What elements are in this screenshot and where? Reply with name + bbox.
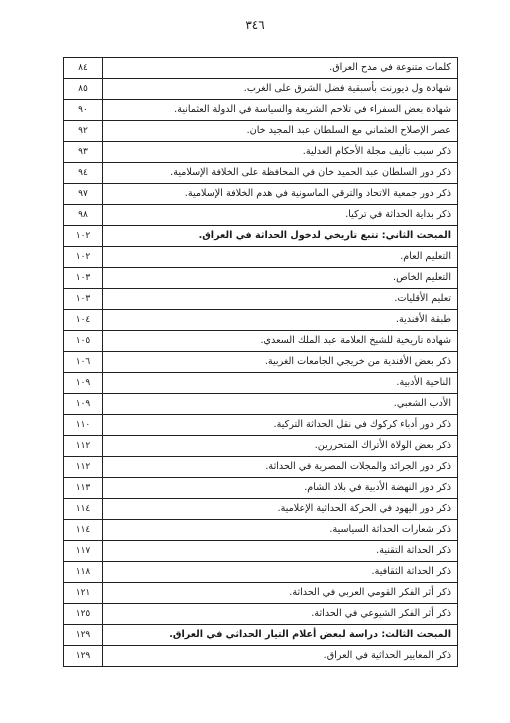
entry-title: ذكر بداية الحداثة في تركيا. bbox=[103, 205, 458, 226]
entry-page-number: ١٠٣ bbox=[64, 289, 103, 310]
entry-page-number: ٨٤ bbox=[64, 58, 103, 79]
entry-page-number: ١١٢ bbox=[64, 457, 103, 478]
entry-title: ذكر دور النهضة الأدبية في بلاد الشام. bbox=[103, 478, 458, 499]
entry-page-number: ١٠٢ bbox=[64, 226, 103, 247]
entry-page-number: ١١٤ bbox=[64, 499, 103, 520]
entry-page-number: ١٠٩ bbox=[64, 394, 103, 415]
entry-title: شهادة تاريخية للشيخ العلامة عبد الملك السعدي. bbox=[103, 331, 458, 352]
entry-title: ذكر المعايير الحداثية في العراق. bbox=[103, 646, 458, 667]
entry-page-number: ١٠٢ bbox=[64, 247, 103, 268]
entry-title: المبحث الثالث: دراسة لبعض أعلام التيار الحداثي في العراق. bbox=[103, 625, 458, 646]
table-row bbox=[64, 457, 458, 478]
table-row bbox=[64, 310, 458, 331]
entry-title: التعليم العام. bbox=[103, 247, 458, 268]
table-row bbox=[64, 205, 458, 226]
entry-page-number: ١١٧ bbox=[64, 541, 103, 562]
entry-page-number: ٩٨ bbox=[64, 205, 103, 226]
table-row bbox=[64, 268, 458, 289]
table-row bbox=[64, 289, 458, 310]
entry-title: التعليم الخاص. bbox=[103, 268, 458, 289]
table-row bbox=[64, 247, 458, 268]
entry-page-number: ١١٠ bbox=[64, 415, 103, 436]
table-row bbox=[64, 184, 458, 205]
entry-page-number: ٩٤ bbox=[64, 163, 103, 184]
table-row bbox=[64, 646, 458, 667]
entry-title: ذكر شعارات الحداثة السياسية. bbox=[103, 520, 458, 541]
table-row bbox=[64, 499, 458, 520]
table-row bbox=[64, 541, 458, 562]
entry-page-number: ١٢١ bbox=[64, 583, 103, 604]
entry-title: الأدب الشعبي. bbox=[103, 394, 458, 415]
table-row bbox=[64, 121, 458, 142]
entry-title: تعليم الأقليات. bbox=[103, 289, 458, 310]
entry-title: طبقة الأفندية. bbox=[103, 310, 458, 331]
entry-page-number: ١٠٩ bbox=[64, 373, 103, 394]
entry-page-number: ١١٢ bbox=[64, 436, 103, 457]
entry-page-number: ١١٣ bbox=[64, 478, 103, 499]
entry-page-number: ١٠٣ bbox=[64, 268, 103, 289]
table-row bbox=[64, 394, 458, 415]
table-row-section-heading bbox=[64, 625, 458, 646]
entry-title: ذكر أثر الفكر القومي العربي في الحداثة. bbox=[103, 583, 458, 604]
entry-page-number: ٩٣ bbox=[64, 142, 103, 163]
entry-title: شهادة ول ديورنت بأسبقية فضل الشرق على الغرب. bbox=[103, 79, 458, 100]
table-row bbox=[64, 583, 458, 604]
entry-page-number: ١١٤ bbox=[64, 520, 103, 541]
entry-title: ذكر دور اليهود في الحركة الحداثية الإعلامية. bbox=[103, 499, 458, 520]
table-row bbox=[64, 436, 458, 457]
entry-title: ذكر دور جمعية الاتحاد والترقي الماسونية في هدم الخلافة الإسلامية. bbox=[103, 184, 458, 205]
entry-title: ذكر بعض الأفندية من خريجي الجامعات الغربية. bbox=[103, 352, 458, 373]
entry-title: ذكر دور السلطان عبد الحميد خان في المحافظة على الخلافة الإسلامية. bbox=[103, 163, 458, 184]
entry-page-number: ١٢٥ bbox=[64, 604, 103, 625]
table-row bbox=[64, 520, 458, 541]
entry-title: ذكر سبب تأليف مجلة الأحكام العدلية. bbox=[103, 142, 458, 163]
table-row bbox=[64, 79, 458, 100]
entry-page-number: ١٠٥ bbox=[64, 331, 103, 352]
table-row bbox=[64, 604, 458, 625]
entry-title: ذكر الحداثة التقنية. bbox=[103, 541, 458, 562]
entry-page-number: ٩٧ bbox=[64, 184, 103, 205]
page-number: ٣٤٦ bbox=[245, 18, 265, 32]
table-row bbox=[64, 478, 458, 499]
entry-page-number: ١٢٩ bbox=[64, 625, 103, 646]
table-row bbox=[64, 373, 458, 394]
entry-page-number: ١١٨ bbox=[64, 562, 103, 583]
table-row bbox=[64, 58, 458, 79]
table-row bbox=[64, 352, 458, 373]
entry-title: الناحية الأدبية. bbox=[103, 373, 458, 394]
entry-title: كلمات متنوعة في مدح العراق. bbox=[103, 58, 458, 79]
entry-page-number: ١٠٤ bbox=[64, 310, 103, 331]
entry-title: شهادة بعض السفراء في تلاحم الشريعة والسياسة في الدولة العثمانية. bbox=[103, 100, 458, 121]
table-row-section-heading bbox=[64, 226, 458, 247]
table-row bbox=[64, 415, 458, 436]
entry-title: المبحث الثاني: تتبع تاريخي لدخول الحداثة في العراق. bbox=[103, 226, 458, 247]
table-of-contents bbox=[63, 57, 458, 667]
entry-page-number: ٩٢ bbox=[64, 121, 103, 142]
entry-title: ذكر أثر الفكر الشيوعي في الحداثة. bbox=[103, 604, 458, 625]
table-row bbox=[64, 142, 458, 163]
entry-page-number: ١٠٦ bbox=[64, 352, 103, 373]
entry-page-number: ٩٠ bbox=[64, 100, 103, 121]
entry-title: ذكر الحداثة الثقافية. bbox=[103, 562, 458, 583]
table-row bbox=[64, 100, 458, 121]
table-row bbox=[64, 163, 458, 184]
entry-title: ذكر دور الجرائد والمجلات المصرية في الحداثة. bbox=[103, 457, 458, 478]
entry-page-number: ٨٥ bbox=[64, 79, 103, 100]
entry-title: عصر الإصلاح العثماني مع السلطان عبد المجيد خان. bbox=[103, 121, 458, 142]
entry-title: ذكر بعض الولاة الأتراك المتحررين. bbox=[103, 436, 458, 457]
table-row bbox=[64, 331, 458, 352]
entry-title: ذكر دور أدباء كركوك في نقل الحداثة التركية. bbox=[103, 415, 458, 436]
entry-page-number: ١٢٩ bbox=[64, 646, 103, 667]
table-row bbox=[64, 562, 458, 583]
